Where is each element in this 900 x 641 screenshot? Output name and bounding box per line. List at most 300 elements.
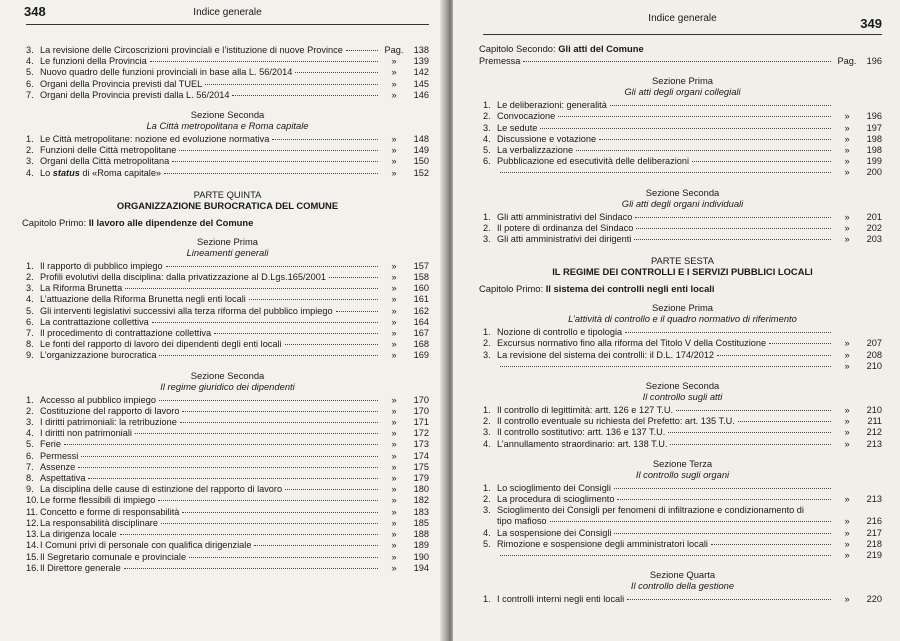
entry-number: 9. xyxy=(26,484,34,495)
toc-list xyxy=(483,405,882,450)
page-marker: » xyxy=(391,272,397,283)
entry-title: Il potere di ordinanza del Sindaco xyxy=(497,222,634,233)
entry-page: 170 xyxy=(413,394,429,405)
leader-dots xyxy=(150,61,378,62)
page-marker: » xyxy=(844,405,850,416)
entry-title: Le funzioni della Provincia xyxy=(40,56,147,67)
entry-page: 213 xyxy=(866,494,882,505)
entry-number: 1. xyxy=(483,482,491,493)
part-subtitle: ORGANIZZAZIONE BUROCRATICA DEL COMUNE xyxy=(116,199,339,211)
entry-number: 4. xyxy=(26,428,34,439)
section-subtitle: Gli atti degli organi collegiali xyxy=(624,86,741,98)
toc-row xyxy=(26,350,429,361)
leader-dots xyxy=(249,299,378,300)
page-marker: » xyxy=(844,338,850,349)
page-marker: » xyxy=(391,450,397,461)
chapter-title: Capitolo Secondo: Gli atti del Comune xyxy=(479,43,644,54)
entry-title: La sospensione dei Consigli xyxy=(497,527,612,538)
entry-title: Pubblicazione ed esecutività delle deliberazioni xyxy=(497,156,690,167)
leader-dots xyxy=(636,228,831,229)
page-marker: » xyxy=(391,495,397,506)
toc-row: Premessa Pag. 196 xyxy=(479,56,882,66)
page-marker: » xyxy=(391,350,397,361)
entry-page: 167 xyxy=(413,328,429,339)
entry-page: 157 xyxy=(413,260,429,271)
section-title: Sezione Seconda xyxy=(645,380,720,392)
entry-number: 16. xyxy=(26,562,39,573)
entry-title: Discussione e votazione xyxy=(497,133,597,144)
leader-dots xyxy=(627,599,831,600)
section-title: Sezione Seconda xyxy=(190,369,265,381)
header-title: Indice generale xyxy=(648,13,717,24)
entry-number: 2. xyxy=(26,145,34,156)
entry-title: Convocazione xyxy=(497,111,556,122)
leader-dots xyxy=(152,322,378,323)
page-marker: » xyxy=(844,538,850,549)
entry-number: 9. xyxy=(26,350,34,361)
entry-title: I diritti non patrimoniali xyxy=(40,428,132,439)
toc-row xyxy=(26,462,429,473)
entry-page: 172 xyxy=(413,428,429,439)
page-marker: » xyxy=(844,167,850,178)
entry-title: La dirigenza locale xyxy=(40,529,117,540)
entry-title: La Riforma Brunetta xyxy=(40,283,123,294)
entry-number: 4. xyxy=(483,133,491,144)
toc-list xyxy=(483,483,882,505)
leader-dots xyxy=(692,161,831,162)
entry-title: La disciplina delle cause di estinzione del rapporto di lavoro xyxy=(40,484,283,495)
chapter-title: Capitolo Primo: Il lavoro alle dipendenze del Comune xyxy=(22,216,254,228)
entry-page: 202 xyxy=(866,222,882,233)
entry-title: Organi della Città metropolitana xyxy=(40,156,170,167)
entry-title: Le deliberazioni: generalità xyxy=(497,100,607,111)
page-marker: » xyxy=(391,56,397,67)
toc-row xyxy=(26,339,429,350)
toc-row xyxy=(26,552,429,563)
toc-row xyxy=(483,327,882,338)
page-marker: » xyxy=(844,145,850,156)
toc-row xyxy=(26,473,429,484)
leader-dots xyxy=(738,421,831,422)
entry-title: Il controllo sostitutivo: artt. 136 e 137 T.U. xyxy=(497,427,666,438)
entry-page: 217 xyxy=(866,527,882,538)
leader-dots xyxy=(159,355,378,356)
entry-number: 1. xyxy=(483,327,491,338)
entry-number: 4. xyxy=(483,527,491,538)
toc-row xyxy=(26,261,429,272)
entry-page: 162 xyxy=(413,305,429,316)
entry-page: 219 xyxy=(866,550,882,561)
leader-dots xyxy=(161,523,378,524)
leader-dots xyxy=(135,433,378,434)
entry-title: Nozione di controllo e tipologia xyxy=(497,327,623,338)
entry-page: 158 xyxy=(413,272,429,283)
entry-title: I controlli interni negli enti locali xyxy=(497,594,625,605)
entry-number: 5. xyxy=(26,305,34,316)
page-marker: » xyxy=(391,439,397,450)
toc-row xyxy=(26,428,429,439)
leader-dots xyxy=(329,277,378,278)
section-subtitle: Il controllo della gestione xyxy=(630,580,735,592)
toc-row xyxy=(483,234,882,245)
toc-row xyxy=(483,100,882,111)
leader-dots xyxy=(272,139,378,140)
entry-page: 213 xyxy=(866,438,882,449)
leader-dots xyxy=(634,239,831,240)
toc-row xyxy=(483,528,882,539)
page-marker: » xyxy=(844,349,850,360)
page-marker: » xyxy=(391,540,397,551)
page-marker: » xyxy=(391,394,397,405)
toc-row xyxy=(26,540,429,551)
entry-number: 2. xyxy=(483,111,491,122)
section-title: Sezione Terza xyxy=(652,457,713,469)
page-marker: » xyxy=(391,156,397,167)
toc-row xyxy=(26,67,429,78)
running-head xyxy=(26,4,429,25)
entry-number: 2. xyxy=(483,222,491,233)
entry-number: 11. xyxy=(26,506,39,517)
entry-title: Le forme flessibili di impiego xyxy=(40,495,156,506)
entry-title: Organi della Provincia previsti dal TUEL xyxy=(40,78,203,89)
page-marker: » xyxy=(844,156,850,167)
entry-title: Gli atti amministrativi del Sindaco xyxy=(497,211,633,222)
entry-number: 8. xyxy=(26,339,34,350)
toc-row xyxy=(483,405,882,416)
entry-page: 208 xyxy=(866,349,882,360)
entry-page: 210 xyxy=(866,405,882,416)
page-marker: » xyxy=(391,89,397,100)
page-marker: » xyxy=(391,283,397,294)
entry-title: Concetto e forme di responsabilità xyxy=(40,506,180,517)
leader-dots xyxy=(558,116,831,117)
page-marker: » xyxy=(844,416,850,427)
toc-row xyxy=(26,395,429,406)
entry-page: 201 xyxy=(866,211,882,222)
entry-title: La procedura di scioglimento xyxy=(497,494,615,505)
entry-title: Le sedute xyxy=(497,122,538,133)
entry-page: 207 xyxy=(866,338,882,349)
entry-page: 198 xyxy=(866,145,882,156)
entry-title: La revisione delle Circoscrizioni provinciali e l’istituzione di nuove Province xyxy=(40,45,343,55)
entry-title: Le fonti del rapporto di lavoro dei dipendenti degli enti locali xyxy=(40,339,282,350)
entry-page: 164 xyxy=(413,316,429,327)
entry-title: Il Segretario comunale e provinciale xyxy=(40,551,187,562)
toc-row xyxy=(26,484,429,495)
toc-row xyxy=(26,134,429,145)
page-marker: » xyxy=(391,473,397,484)
entry-number: 2. xyxy=(483,416,491,427)
page-marker: » xyxy=(844,427,850,438)
section-subtitle: La Città metropolitana e Roma capitale xyxy=(146,120,309,132)
entry-title: Il rapporto di pubblico impiego xyxy=(40,260,163,271)
entry-page: 148 xyxy=(413,134,429,145)
toc-row xyxy=(483,212,882,223)
entry-title: L’annullamento straordinario: art. 138 T.U. xyxy=(497,438,668,449)
entry-title: I Comuni privi di personale con qualifica dirigenziale xyxy=(40,540,252,551)
toc-list xyxy=(483,327,882,372)
entry-number: 1. xyxy=(26,394,34,405)
entry-number: 3. xyxy=(26,417,34,428)
toc-row xyxy=(483,167,882,178)
entry-number: 1. xyxy=(483,211,491,222)
section-title: Sezione Prima xyxy=(652,302,713,314)
page-marker: » xyxy=(844,550,850,561)
toc-list xyxy=(26,261,429,362)
leader-dots xyxy=(614,488,831,489)
toc-row xyxy=(26,90,429,101)
entry-title: Lo scioglimento dei Consigli xyxy=(497,482,611,493)
toc-row xyxy=(483,134,882,145)
leader-dots xyxy=(336,311,378,312)
right-page xyxy=(453,0,900,641)
page-marker: Pag. xyxy=(384,45,404,55)
toc-list xyxy=(26,45,429,101)
entry-page: 170 xyxy=(413,405,429,416)
entry-page: 218 xyxy=(866,538,882,549)
entry-number: 3. xyxy=(26,156,34,167)
toc-row xyxy=(26,439,429,450)
leader-dots xyxy=(540,128,831,129)
leader-dots xyxy=(346,50,378,51)
toc-row xyxy=(26,294,429,305)
page-marker: » xyxy=(391,417,397,428)
leader-dots xyxy=(610,105,831,106)
page-marker: » xyxy=(844,494,850,505)
toc-list xyxy=(483,594,882,605)
entry-number: 3. xyxy=(26,283,34,294)
leader-dots xyxy=(769,343,831,344)
page-marker: » xyxy=(844,122,850,133)
header-title: Indice generale xyxy=(193,7,262,18)
entry-title: Aspettativa xyxy=(40,473,86,484)
leader-dots xyxy=(124,568,378,569)
page-marker: » xyxy=(844,594,850,605)
leader-dots xyxy=(232,95,378,96)
toc-row xyxy=(26,272,429,283)
leader-dots xyxy=(500,172,831,173)
toc-row xyxy=(26,495,429,506)
entry-number: 1. xyxy=(26,260,34,271)
leader-dots xyxy=(172,161,378,162)
page-marker: » xyxy=(391,78,397,89)
entry-page: 189 xyxy=(413,540,429,551)
leader-dots xyxy=(125,288,378,289)
entry-number: 4. xyxy=(26,56,34,67)
entry-page: 160 xyxy=(413,283,429,294)
entry-page: 198 xyxy=(866,133,882,144)
entry-number: 6. xyxy=(483,156,491,167)
entry-page: 169 xyxy=(413,350,429,361)
entry-page: 175 xyxy=(413,461,429,472)
entry-page: 199 xyxy=(866,156,882,167)
entry-number: 3. xyxy=(483,122,491,133)
page-marker: » xyxy=(844,111,850,122)
entry-title: L’attuazione della Riforma Brunetta negli enti locali xyxy=(40,294,246,305)
entry-number: 5. xyxy=(483,145,491,156)
page-marker: » xyxy=(391,562,397,573)
leader-dots xyxy=(635,217,831,218)
section-title: Sezione Prima xyxy=(652,75,713,87)
leader-dots xyxy=(205,84,378,85)
entry-page: 179 xyxy=(413,473,429,484)
entry-page: 188 xyxy=(413,529,429,540)
entry-title: La verbalizzazione xyxy=(497,145,574,156)
entry-number: 2. xyxy=(483,494,491,505)
entry-page: 171 xyxy=(413,417,429,428)
leader-dots xyxy=(285,344,378,345)
leader-dots xyxy=(180,422,378,423)
entry-title: Costituzione del rapporto di lavoro xyxy=(40,405,180,416)
entry-page: 212 xyxy=(866,427,882,438)
toc-row xyxy=(483,350,882,361)
entry-page: 138 xyxy=(413,45,429,55)
entry-number: 5. xyxy=(483,538,491,549)
page-marker: » xyxy=(844,527,850,538)
entry-page: 211 xyxy=(867,416,882,427)
section-title: Sezione Seconda xyxy=(645,186,720,198)
leader-dots xyxy=(214,333,378,334)
entry-page: 197 xyxy=(866,122,882,133)
entry-number: 1. xyxy=(483,594,491,605)
toc-list xyxy=(26,395,429,574)
leader-dots xyxy=(158,500,378,501)
page-marker: » xyxy=(391,145,397,156)
toc-row xyxy=(26,507,429,518)
page-marker: » xyxy=(844,133,850,144)
entry-title: Il procedimento di contrattazione collettiva xyxy=(40,328,212,339)
entry-page: 145 xyxy=(413,78,429,89)
left-page xyxy=(0,0,447,641)
toc-row xyxy=(26,451,429,462)
toc-list xyxy=(483,528,882,562)
toc-row xyxy=(483,427,882,438)
toc-row xyxy=(483,111,882,122)
entry-title: Excursus normativo fino alla riforma del Titolo V della Costituzione xyxy=(497,338,767,349)
toc-row xyxy=(483,145,882,156)
entry-number: 4. xyxy=(483,438,491,449)
toc-row xyxy=(483,539,882,550)
entry-page: 183 xyxy=(413,506,429,517)
leader-dots xyxy=(500,555,831,556)
entry-title: Funzioni delle Città metropolitane xyxy=(40,145,177,156)
entry-title: Gli interventi legislativi successivi alla terza riforma del pubblico impiego xyxy=(40,305,333,316)
leader-dots xyxy=(717,355,831,356)
toc-row xyxy=(483,550,882,561)
entry-number: 2. xyxy=(26,405,34,416)
entry-number: 6. xyxy=(26,316,34,327)
page-marker: » xyxy=(391,67,397,78)
entry-number: 4. xyxy=(26,294,34,305)
toc-row xyxy=(483,156,882,167)
part-title: PARTE QUINTA xyxy=(193,188,262,200)
entry-title: Profili evolutivi della disciplina: dalla privatizzazione al D.Lgs.165/2001 xyxy=(40,272,326,283)
leader-dots xyxy=(254,545,378,546)
page-marker: » xyxy=(391,405,397,416)
entry-title: Ferie xyxy=(40,439,61,450)
toc-row xyxy=(26,283,429,294)
toc-row xyxy=(26,45,429,56)
entry-title: Permessi xyxy=(40,450,79,461)
leader-dots xyxy=(88,478,378,479)
entry-title: Rimozione e sospensione degli amministratori locali xyxy=(497,538,708,549)
leader-dots xyxy=(676,410,831,411)
entry-page: 220 xyxy=(866,594,882,605)
entry-page: 174 xyxy=(413,450,429,461)
entry-page: 196 xyxy=(866,111,882,122)
entry-page: 194 xyxy=(413,562,429,573)
section-subtitle: Lineamenti generali xyxy=(186,246,269,258)
section-subtitle: Il regime giuridico dei dipendenti xyxy=(160,380,295,392)
section-subtitle: Il controllo sugli organi xyxy=(635,468,730,480)
entry-title: L’organizzazione burocratica xyxy=(40,350,157,361)
leader-dots xyxy=(179,150,378,151)
entry-number: 6. xyxy=(26,450,34,461)
toc-row xyxy=(483,338,882,349)
toc-row xyxy=(26,156,429,167)
entry-number: 10. xyxy=(26,495,39,506)
leader-dots xyxy=(120,534,378,535)
entry-number: 13. xyxy=(26,529,39,540)
page-marker: » xyxy=(391,506,397,517)
entry-number: 12. xyxy=(26,517,39,528)
entry-title: Il controllo di legittimità: artt. 126 e 127 T.U. xyxy=(497,405,674,416)
entry-title: Le Città metropolitane: nozione ed evoluzione normativa xyxy=(40,134,270,145)
page-marker: » xyxy=(391,428,397,439)
entry-page: 150 xyxy=(413,156,429,167)
entry-page: 149 xyxy=(413,145,429,156)
entry-title: Accesso al pubblico impiego xyxy=(40,394,156,405)
page-marker: » xyxy=(391,294,397,305)
leader-dots xyxy=(285,489,378,490)
leader-dots xyxy=(617,499,831,500)
toc-row-wrapped: 3. Scioglimento dei Consigli per fenomeni di infiltrazione e condizionamento di tipo mafioso » 216 xyxy=(483,505,882,527)
entry-title: Gli atti amministrativi dei dirigenti xyxy=(497,234,632,245)
page-marker: » xyxy=(844,438,850,449)
toc-row xyxy=(483,361,882,372)
toc-row xyxy=(26,328,429,339)
toc-row xyxy=(26,317,429,328)
page-marker: » xyxy=(391,260,397,271)
page-number: 349 xyxy=(860,16,882,31)
toc-list xyxy=(483,212,882,246)
entry-title: Organi della Provincia previsti dalla L. 56/2014 xyxy=(40,89,230,100)
entry-number: 7. xyxy=(26,89,34,100)
toc-row xyxy=(26,306,429,317)
entry-number: 2. xyxy=(483,338,491,349)
chapter-title: Capitolo Primo: Il sistema dei controlli negli enti locali xyxy=(479,283,715,295)
entry-number: 6. xyxy=(26,78,34,89)
leader-dots xyxy=(500,366,831,367)
toc-row xyxy=(26,529,429,540)
entry-title: Il controllo eventuale su richiesta del Prefetto: art. 135 T.U. xyxy=(497,416,735,427)
entry-number: 1. xyxy=(26,134,34,145)
entry-number: 5. xyxy=(26,439,34,450)
entry-number: 7. xyxy=(26,461,34,472)
leader-dots xyxy=(711,544,831,545)
toc-row xyxy=(26,518,429,529)
entry-number: 3. xyxy=(483,234,491,245)
entry-number: 3. xyxy=(483,427,491,438)
section-subtitle: Il controllo sugli atti xyxy=(642,391,723,403)
section-title: Sezione Prima xyxy=(197,235,258,247)
page-marker: » xyxy=(391,134,397,145)
toc-list xyxy=(26,134,429,179)
entry-page: 146 xyxy=(413,89,429,100)
entry-number: 1. xyxy=(483,100,491,111)
toc-row xyxy=(483,494,882,505)
part-title: PARTE SESTA xyxy=(650,255,715,267)
